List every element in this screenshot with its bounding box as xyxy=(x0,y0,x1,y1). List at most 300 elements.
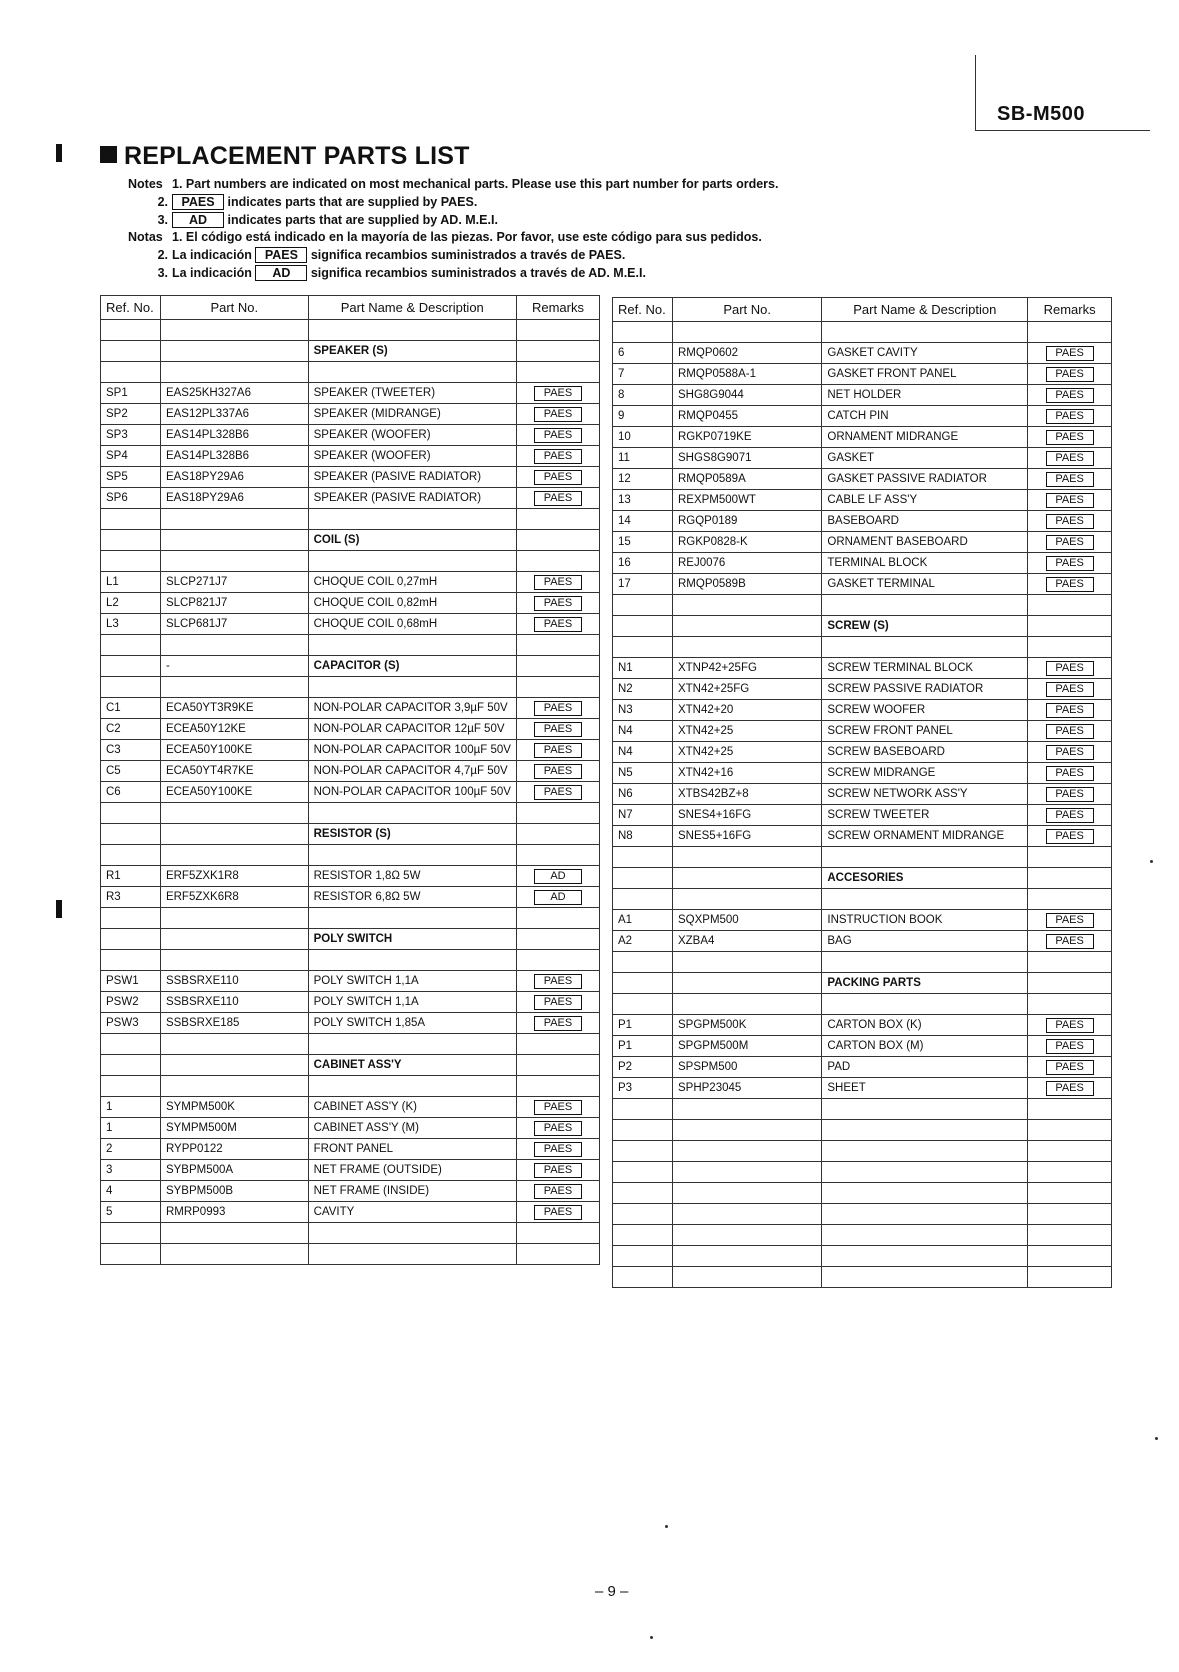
cell-part-no: SHGS8G9071 xyxy=(672,448,821,469)
cell-part-no: EAS18PY29A6 xyxy=(160,467,308,488)
cell-remarks xyxy=(516,740,599,761)
cell-description: ACCESORIES xyxy=(822,868,1028,889)
cell-remarks xyxy=(516,530,599,551)
cell-description xyxy=(822,1141,1028,1162)
model-number: SB-M500 xyxy=(997,103,1085,125)
cell-description: NET HOLDER xyxy=(822,385,1028,406)
cell-remarks xyxy=(1028,1141,1112,1162)
cell-part-no: RGKP0719KE xyxy=(672,427,821,448)
table-row xyxy=(613,1036,1112,1057)
supplier-badge: PAES xyxy=(1046,745,1094,760)
cell-part-no: SLCP271J7 xyxy=(160,572,308,593)
supplier-badge: PAES xyxy=(1046,682,1094,697)
cell-ref: C1 xyxy=(101,698,161,719)
table-row xyxy=(613,1099,1112,1120)
cell-ref: 1 xyxy=(101,1097,161,1118)
cell-part-no: XTN42+20 xyxy=(672,700,821,721)
cell-ref: 2 xyxy=(101,1139,161,1160)
note-text: significa recambios suministrados a través de PAES. xyxy=(310,248,626,263)
cell-remarks xyxy=(516,929,599,950)
table-row xyxy=(101,593,600,614)
section-header-row xyxy=(613,973,1112,994)
table-row xyxy=(613,1183,1112,1204)
cell-ref: PSW3 xyxy=(101,1013,161,1034)
supplier-badge: PAES xyxy=(534,491,582,506)
table-row xyxy=(101,677,600,698)
cell-ref: PSW2 xyxy=(101,992,161,1013)
table-row xyxy=(613,931,1112,952)
cell-part-no: EAS18PY29A6 xyxy=(160,488,308,509)
cell-part-no xyxy=(160,530,308,551)
cell-part-no: XZBA4 xyxy=(672,931,821,952)
supplier-badge: PAES xyxy=(534,1163,582,1178)
cell-remarks xyxy=(516,383,599,404)
table-row xyxy=(101,698,600,719)
section-header-row xyxy=(101,341,600,362)
table-row xyxy=(613,1141,1112,1162)
col-header-ref: Ref. No. xyxy=(101,296,161,320)
cell-description xyxy=(308,845,516,866)
table-row xyxy=(613,1225,1112,1246)
cell-ref: N8 xyxy=(613,826,673,847)
section-header-row xyxy=(613,868,1112,889)
table-row xyxy=(613,1015,1112,1036)
supplier-badge: PAES xyxy=(534,1205,582,1220)
note-text: indicates parts that are supplied by AD. M.E.I. xyxy=(227,212,498,227)
supplier-badge: PAES xyxy=(1046,493,1094,508)
table-row xyxy=(101,551,600,572)
cell-part-no: SSBSRXE110 xyxy=(160,971,308,992)
cell-part-no xyxy=(672,1246,821,1267)
notes-lead: Notes xyxy=(128,177,163,191)
cell-remarks xyxy=(516,341,599,362)
cell-description: PACKING PARTS xyxy=(822,973,1028,994)
cell-ref: N5 xyxy=(613,763,673,784)
supplier-badge: PAES xyxy=(534,743,582,758)
cell-remarks xyxy=(516,1013,599,1034)
cell-description: SCREW BASEBOARD xyxy=(822,742,1028,763)
header-rule-horizontal xyxy=(975,130,1150,131)
cell-part-no: ECEA50Y12KE xyxy=(160,719,308,740)
table-row xyxy=(613,637,1112,658)
cell-part-no: SQXPM500 xyxy=(672,910,821,931)
cell-ref xyxy=(101,1244,161,1265)
cell-remarks xyxy=(516,1076,599,1097)
cell-remarks xyxy=(516,1202,599,1223)
cell-part-no: SNES5+16FG xyxy=(672,826,821,847)
cell-ref: R1 xyxy=(101,866,161,887)
cell-remarks xyxy=(1028,847,1112,868)
cell-part-no: XTN42+25FG xyxy=(672,679,821,700)
cell-ref: L1 xyxy=(101,572,161,593)
cell-part-no xyxy=(672,637,821,658)
cell-remarks xyxy=(516,1181,599,1202)
cell-description: SCREW WOOFER xyxy=(822,700,1028,721)
cell-description xyxy=(308,908,516,929)
cell-description: ORNAMENT MIDRANGE xyxy=(822,427,1028,448)
table-row xyxy=(101,845,600,866)
supplier-box-label: AD xyxy=(255,265,307,281)
table-row xyxy=(613,721,1112,742)
note-number: 2. xyxy=(157,248,168,263)
cell-ref: 13 xyxy=(613,490,673,511)
table-row xyxy=(613,805,1112,826)
cell-remarks xyxy=(516,593,599,614)
cell-ref: SP3 xyxy=(101,425,161,446)
section-header-row xyxy=(101,824,600,845)
cell-description: NON-POLAR CAPACITOR 100µF 50V xyxy=(308,740,516,761)
cell-part-no: EAS12PL337A6 xyxy=(160,404,308,425)
supplier-badge: PAES xyxy=(1046,1018,1094,1033)
cell-part-no: RMQP0589B xyxy=(672,574,821,595)
cell-description: CABINET ASS'Y (M) xyxy=(308,1118,516,1139)
cell-ref xyxy=(101,803,161,824)
table-row xyxy=(613,1120,1112,1141)
table-row xyxy=(613,532,1112,553)
cell-ref xyxy=(613,847,673,868)
table-row xyxy=(101,1139,600,1160)
cell-ref: 7 xyxy=(613,364,673,385)
cell-part-no: REXPM500WT xyxy=(672,490,821,511)
supplier-badge: PAES xyxy=(1046,514,1094,529)
supplier-badge: PAES xyxy=(534,575,582,590)
cell-remarks xyxy=(1028,385,1112,406)
cell-part-no: ECA50YT3R9KE xyxy=(160,698,308,719)
table-row xyxy=(613,427,1112,448)
supplier-badge: PAES xyxy=(534,722,582,737)
supplier-badge: PAES xyxy=(534,386,582,401)
cell-remarks xyxy=(1028,469,1112,490)
cell-remarks xyxy=(1028,448,1112,469)
cell-description xyxy=(822,847,1028,868)
cell-description xyxy=(308,1076,516,1097)
cell-description: TERMINAL BLOCK xyxy=(822,553,1028,574)
cell-description xyxy=(308,635,516,656)
supplier-badge: PAES xyxy=(1046,661,1094,676)
table-row xyxy=(101,950,600,971)
cell-ref: 14 xyxy=(613,511,673,532)
table-row xyxy=(613,826,1112,847)
note-text: Part numbers are indicated on most mechanical parts. Please use this part number for parts orders. xyxy=(185,177,779,191)
cell-remarks xyxy=(516,509,599,530)
cell-description: SPEAKER (WOOFER) xyxy=(308,425,516,446)
cell-ref: N4 xyxy=(613,742,673,763)
note-number: 3. xyxy=(157,212,168,227)
cell-ref: 1 xyxy=(101,1118,161,1139)
table-row xyxy=(101,1181,600,1202)
cell-description: POLY SWITCH 1,85A xyxy=(308,1013,516,1034)
supplier-badge: PAES xyxy=(1046,1039,1094,1054)
cell-part-no: SHG8G9044 xyxy=(672,385,821,406)
cell-description xyxy=(822,1120,1028,1141)
supplier-badge: PAES xyxy=(534,407,582,422)
cell-description: POLY SWITCH 1,1A xyxy=(308,971,516,992)
cell-ref: P2 xyxy=(613,1057,673,1078)
cell-part-no xyxy=(672,973,821,994)
cell-part-no xyxy=(160,950,308,971)
supplier-badge: AD xyxy=(534,869,582,884)
table-row xyxy=(101,614,600,635)
cell-part-no xyxy=(160,1076,308,1097)
cell-ref xyxy=(613,889,673,910)
cell-remarks xyxy=(1028,679,1112,700)
table-row xyxy=(613,364,1112,385)
cell-remarks xyxy=(516,1160,599,1181)
cell-description: POLY SWITCH 1,1A xyxy=(308,992,516,1013)
supplier-box-label: PAES xyxy=(172,194,224,210)
cell-remarks xyxy=(1028,931,1112,952)
cell-part-no: XTN42+25 xyxy=(672,742,821,763)
cell-ref xyxy=(101,551,161,572)
table-row xyxy=(613,574,1112,595)
supplier-badge: PAES xyxy=(1046,808,1094,823)
cell-ref xyxy=(613,1225,673,1246)
cell-description: CAVITY xyxy=(308,1202,516,1223)
cell-remarks xyxy=(516,488,599,509)
cell-remarks xyxy=(1028,889,1112,910)
cell-ref xyxy=(613,637,673,658)
cell-part-no: SLCP681J7 xyxy=(160,614,308,635)
table-row xyxy=(101,866,600,887)
supplier-badge: PAES xyxy=(534,701,582,716)
cell-part-no xyxy=(672,868,821,889)
cell-description: NON-POLAR CAPACITOR 100µF 50V xyxy=(308,782,516,803)
cell-remarks xyxy=(1028,343,1112,364)
cell-ref xyxy=(613,1141,673,1162)
cell-part-no xyxy=(672,616,821,637)
cell-remarks xyxy=(1028,1120,1112,1141)
note-line xyxy=(128,265,778,283)
cell-ref: P1 xyxy=(613,1036,673,1057)
cell-remarks xyxy=(516,782,599,803)
supplier-badge: PAES xyxy=(1046,829,1094,844)
table-row xyxy=(101,404,600,425)
cell-ref xyxy=(613,1120,673,1141)
table-row xyxy=(101,1013,600,1034)
supplier-box-label: AD xyxy=(172,212,224,228)
table-row xyxy=(101,1202,600,1223)
cell-ref: 3 xyxy=(101,1160,161,1181)
page-title-text: REPLACEMENT PARTS LIST xyxy=(124,142,470,170)
table-row xyxy=(613,1057,1112,1078)
cell-part-no: RMQP0588A-1 xyxy=(672,364,821,385)
cell-description: NET FRAME (INSIDE) xyxy=(308,1181,516,1202)
cell-remarks xyxy=(1028,784,1112,805)
cell-remarks xyxy=(1028,532,1112,553)
cell-ref: SP1 xyxy=(101,383,161,404)
note-number: 1. xyxy=(172,230,183,245)
cell-description: ORNAMENT BASEBOARD xyxy=(822,532,1028,553)
cell-part-no: XTBS42BZ+8 xyxy=(672,784,821,805)
note-text: La indicación xyxy=(172,265,252,280)
cell-remarks xyxy=(516,1244,599,1265)
cell-description: RESISTOR 1,8Ω 5W xyxy=(308,866,516,887)
cell-part-no xyxy=(672,1162,821,1183)
cell-remarks xyxy=(1028,616,1112,637)
cell-description xyxy=(308,551,516,572)
cell-remarks xyxy=(516,824,599,845)
cell-remarks xyxy=(1028,637,1112,658)
cell-part-no: XTN42+25 xyxy=(672,721,821,742)
cell-part-no: XTN42+16 xyxy=(672,763,821,784)
cell-ref xyxy=(101,929,161,950)
model-header xyxy=(975,55,1150,131)
supplier-badge: PAES xyxy=(534,995,582,1010)
cell-description xyxy=(308,509,516,530)
cell-part-no: RMQP0589A xyxy=(672,469,821,490)
cell-description: CAPACITOR (S) xyxy=(308,656,516,677)
cell-description: FRONT PANEL xyxy=(308,1139,516,1160)
cell-ref: 15 xyxy=(613,532,673,553)
table-row xyxy=(613,1204,1112,1225)
cell-ref: A2 xyxy=(613,931,673,952)
cell-part-no xyxy=(160,551,308,572)
cell-ref: 12 xyxy=(613,469,673,490)
table-row xyxy=(613,322,1112,343)
margin-mark xyxy=(56,144,62,162)
cell-part-no xyxy=(672,595,821,616)
cell-part-no: RMQP0602 xyxy=(672,343,821,364)
cell-description: SPEAKER (PASIVE RADIATOR) xyxy=(308,467,516,488)
cell-ref xyxy=(101,824,161,845)
cell-part-no: - xyxy=(160,656,308,677)
cell-part-no: SYMPM500M xyxy=(160,1118,308,1139)
cell-remarks xyxy=(516,719,599,740)
cell-ref xyxy=(613,1246,673,1267)
cell-part-no xyxy=(160,1034,308,1055)
table-row xyxy=(101,467,600,488)
table-row xyxy=(613,889,1112,910)
cell-part-no xyxy=(672,1120,821,1141)
supplier-badge: PAES xyxy=(1046,409,1094,424)
supplier-badge: PAES xyxy=(534,1142,582,1157)
table-row xyxy=(101,320,600,341)
scan-speck xyxy=(1155,1437,1158,1440)
header-rule-vertical xyxy=(975,55,976,131)
cell-description: COIL (S) xyxy=(308,530,516,551)
table-row xyxy=(101,362,600,383)
cell-part-no xyxy=(160,1244,308,1265)
table-row xyxy=(613,406,1112,427)
table-row xyxy=(613,679,1112,700)
cell-remarks xyxy=(1028,322,1112,343)
cell-description xyxy=(822,1225,1028,1246)
cell-ref: A1 xyxy=(613,910,673,931)
cell-description: NET FRAME (OUTSIDE) xyxy=(308,1160,516,1181)
cell-part-no: SYBPM500B xyxy=(160,1181,308,1202)
cell-remarks xyxy=(516,656,599,677)
col-header-part: Part No. xyxy=(160,296,308,320)
table-header-row xyxy=(613,298,1112,322)
cell-ref: SP2 xyxy=(101,404,161,425)
cell-remarks xyxy=(1028,364,1112,385)
supplier-badge: PAES xyxy=(534,785,582,800)
cell-description: GASKET xyxy=(822,448,1028,469)
supplier-badge: PAES xyxy=(1046,388,1094,403)
cell-description xyxy=(822,1267,1028,1288)
cell-part-no xyxy=(672,1183,821,1204)
cell-ref: L2 xyxy=(101,593,161,614)
cell-ref xyxy=(613,973,673,994)
cell-ref: 10 xyxy=(613,427,673,448)
cell-description: NON-POLAR CAPACITOR 12µF 50V xyxy=(308,719,516,740)
table-row xyxy=(101,1223,600,1244)
cell-description xyxy=(308,362,516,383)
cell-remarks xyxy=(516,1223,599,1244)
table-row xyxy=(101,635,600,656)
note-number: 1. xyxy=(172,177,183,191)
table-row xyxy=(101,971,600,992)
table-row xyxy=(613,1246,1112,1267)
table-row xyxy=(613,1162,1112,1183)
supplier-badge: PAES xyxy=(1046,472,1094,487)
cell-remarks xyxy=(1028,826,1112,847)
cell-ref xyxy=(613,1099,673,1120)
cell-part-no xyxy=(160,908,308,929)
cell-ref: N7 xyxy=(613,805,673,826)
cell-description xyxy=(308,950,516,971)
cell-remarks xyxy=(516,614,599,635)
cell-ref: P1 xyxy=(613,1015,673,1036)
table-row xyxy=(613,469,1112,490)
cell-description xyxy=(308,1223,516,1244)
cell-remarks xyxy=(516,320,599,341)
note-text: indicates parts that are supplied by PAES. xyxy=(227,194,478,209)
cell-description xyxy=(308,803,516,824)
cell-part-no xyxy=(160,929,308,950)
section-header-row xyxy=(101,656,600,677)
cell-part-no: SPHP23045 xyxy=(672,1078,821,1099)
cell-ref xyxy=(613,595,673,616)
table-row xyxy=(101,425,600,446)
cell-description: RESISTOR 6,8Ω 5W xyxy=(308,887,516,908)
cell-remarks xyxy=(1028,994,1112,1015)
cell-ref xyxy=(101,950,161,971)
cell-remarks xyxy=(1028,553,1112,574)
cell-part-no: REJ0076 xyxy=(672,553,821,574)
cell-remarks xyxy=(1028,910,1112,931)
cell-ref: R3 xyxy=(101,887,161,908)
cell-description xyxy=(822,595,1028,616)
cell-description xyxy=(822,889,1028,910)
notes-lead: Notas xyxy=(128,230,163,245)
cell-remarks xyxy=(1028,1183,1112,1204)
cell-description xyxy=(822,1099,1028,1120)
cell-part-no xyxy=(672,1099,821,1120)
table-row xyxy=(101,719,600,740)
cell-description: SPEAKER (PASIVE RADIATOR) xyxy=(308,488,516,509)
supplier-badge: PAES xyxy=(1046,535,1094,550)
note-line xyxy=(128,247,778,265)
cell-description: RESISTOR (S) xyxy=(308,824,516,845)
cell-ref xyxy=(613,322,673,343)
cell-remarks xyxy=(516,887,599,908)
cell-ref: C3 xyxy=(101,740,161,761)
table-row xyxy=(101,1034,600,1055)
cell-remarks xyxy=(1028,721,1112,742)
supplier-box-label: PAES xyxy=(255,247,307,263)
cell-part-no: RGQP0189 xyxy=(672,511,821,532)
table-row xyxy=(613,1267,1112,1288)
cell-description: NON-POLAR CAPACITOR 3,9µF 50V xyxy=(308,698,516,719)
col-header-part: Part No. xyxy=(672,298,821,322)
table-row xyxy=(613,511,1112,532)
cell-description: SCREW ORNAMENT MIDRANGE xyxy=(822,826,1028,847)
supplier-badge: PAES xyxy=(1046,367,1094,382)
cell-description: SPEAKER (WOOFER) xyxy=(308,446,516,467)
cell-description: GASKET CAVITY xyxy=(822,343,1028,364)
cell-remarks xyxy=(1028,1204,1112,1225)
